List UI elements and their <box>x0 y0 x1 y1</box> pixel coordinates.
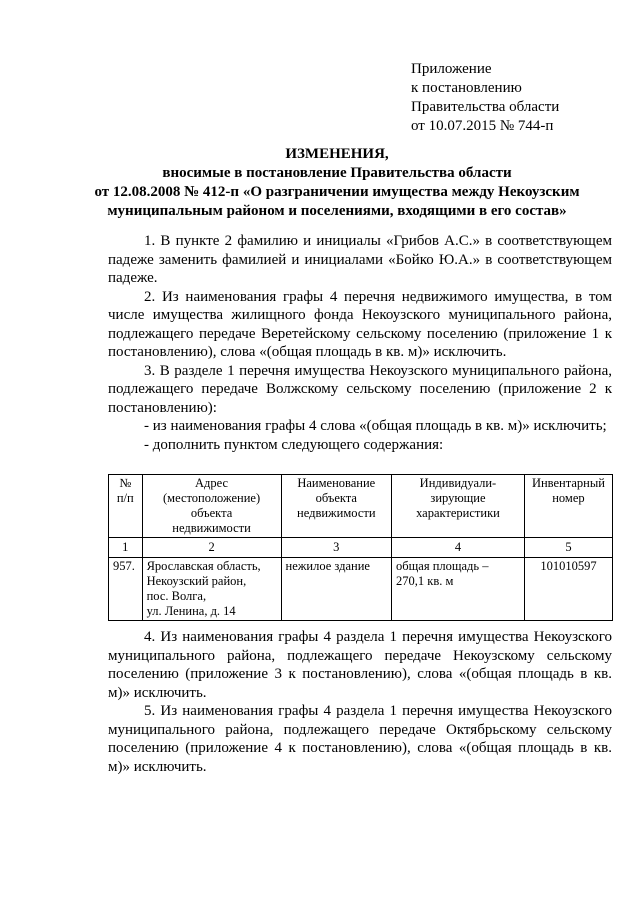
header-text: (местоположение) <box>163 491 261 505</box>
address-line: Некоузский район, <box>146 574 247 588</box>
header-cell-characteristics <box>392 475 525 538</box>
header-text: п/п <box>116 491 134 505</box>
header-text: Адрес <box>195 476 229 490</box>
document-title <box>60 145 614 221</box>
header-text: зирующие <box>430 491 486 505</box>
header-cell-number <box>109 475 143 538</box>
header-text: недвижимости <box>297 506 376 520</box>
appendix-line: к постановлению <box>411 80 522 96</box>
appendix-line: Приложение <box>411 61 492 77</box>
column-number-cell: 4 <box>392 538 525 558</box>
characteristic-line: общая площадь – <box>396 559 489 573</box>
paragraph-3: 3. В разделе 1 перечня имущества Некоузского муниципального района, подлежащего передаче Волжскому сельскому поселению (приложение 2 к постановлению): <box>108 362 612 416</box>
row-characteristics-cell <box>392 558 525 621</box>
appendix-header <box>411 60 621 136</box>
row-number-cell: 957. <box>109 558 143 621</box>
address-line: Ярославская область, <box>146 559 261 573</box>
table-column-numbers-row <box>109 538 613 558</box>
paragraph-1: 1. В пункте 2 фамилию и инициалы «Грибов А.С.» в соответствующем падеже заменить фамилией и инициалами «Бойко Ю.А.» в соответствующем падеже. <box>108 233 612 286</box>
row-name-cell: нежилое здание <box>281 558 391 621</box>
header-cell-name <box>281 475 391 538</box>
header-text: № <box>119 476 132 490</box>
table-row <box>109 558 613 621</box>
document-body-continued <box>108 628 612 776</box>
title-line: ИЗМЕНЕНИЯ, <box>285 146 389 162</box>
address-line: пос. Волга, <box>146 589 207 603</box>
appendix-line: Правительства области <box>411 99 560 115</box>
title-line: от 12.08.2008 № 412-п «О разграничении имущества между Некоузским <box>94 184 580 200</box>
header-text: недвижимости <box>172 521 251 535</box>
characteristic-line: 270,1 кв. м <box>396 574 454 588</box>
document-body <box>108 232 612 454</box>
header-text: объекта <box>190 506 233 520</box>
paragraph-4: 4. Из наименования графы 4 раздела 1 перечня имущества Некоузского муниципального района, подлежащего передаче Некоузскому сельскому поселению (приложение 3 к постановлению), слова «(общая площадь в кв. м)» исключить. <box>108 629 612 701</box>
appendix-line: от 10.07.2015 № 744-п <box>411 118 554 134</box>
row-inventory-cell: 101010597 <box>524 558 612 621</box>
header-text: характеристики <box>416 506 500 520</box>
title-line: вносимые в постановление Правительства области <box>162 165 512 181</box>
header-text: Инвентарный <box>531 476 605 490</box>
column-number-cell: 3 <box>281 538 391 558</box>
paragraph-3-sub-a: - из наименования графы 4 слова «(общая площадь в кв. м)» исключить; <box>144 418 607 434</box>
header-text: номер <box>552 491 585 505</box>
header-text: объекта <box>315 491 357 505</box>
paragraph-3-sub-b: - дополнить пунктом следующего содержания: <box>144 436 444 453</box>
row-address-cell <box>142 558 281 621</box>
paragraph-2: 2. Из наименования графы 4 перечня недвижимого имущества, в том числе имущества жилищного фонда Некоузского муниципального района, подлежащего передаче Веретейскому сельскому поселению (приложение 1 к постановлению), слова «(общая площадь в кв. м)» исключить. <box>108 288 612 360</box>
address-line: ул. Ленина, д. 14 <box>146 604 236 618</box>
header-text: Наименование <box>297 476 376 490</box>
header-cell-address <box>142 475 281 538</box>
header-text: Индивидуали- <box>419 476 497 490</box>
column-number-cell: 5 <box>524 538 612 558</box>
column-number-cell: 2 <box>142 538 281 558</box>
table-header-row <box>109 475 613 538</box>
paragraph-5: 5. Из наименования графы 4 раздела 1 перечня имущества Некоузского муниципального района, подлежащего передаче Октябрьскому сельскому поселению (приложение 4 к постановлению), слова «(общая площадь в кв. м)» исключить. <box>108 703 612 775</box>
title-line: муниципальным районом и поселениями, входящими в его состав» <box>107 203 567 219</box>
header-cell-inventory <box>524 475 612 538</box>
column-number-cell: 1 <box>109 538 143 558</box>
property-table <box>108 474 613 621</box>
